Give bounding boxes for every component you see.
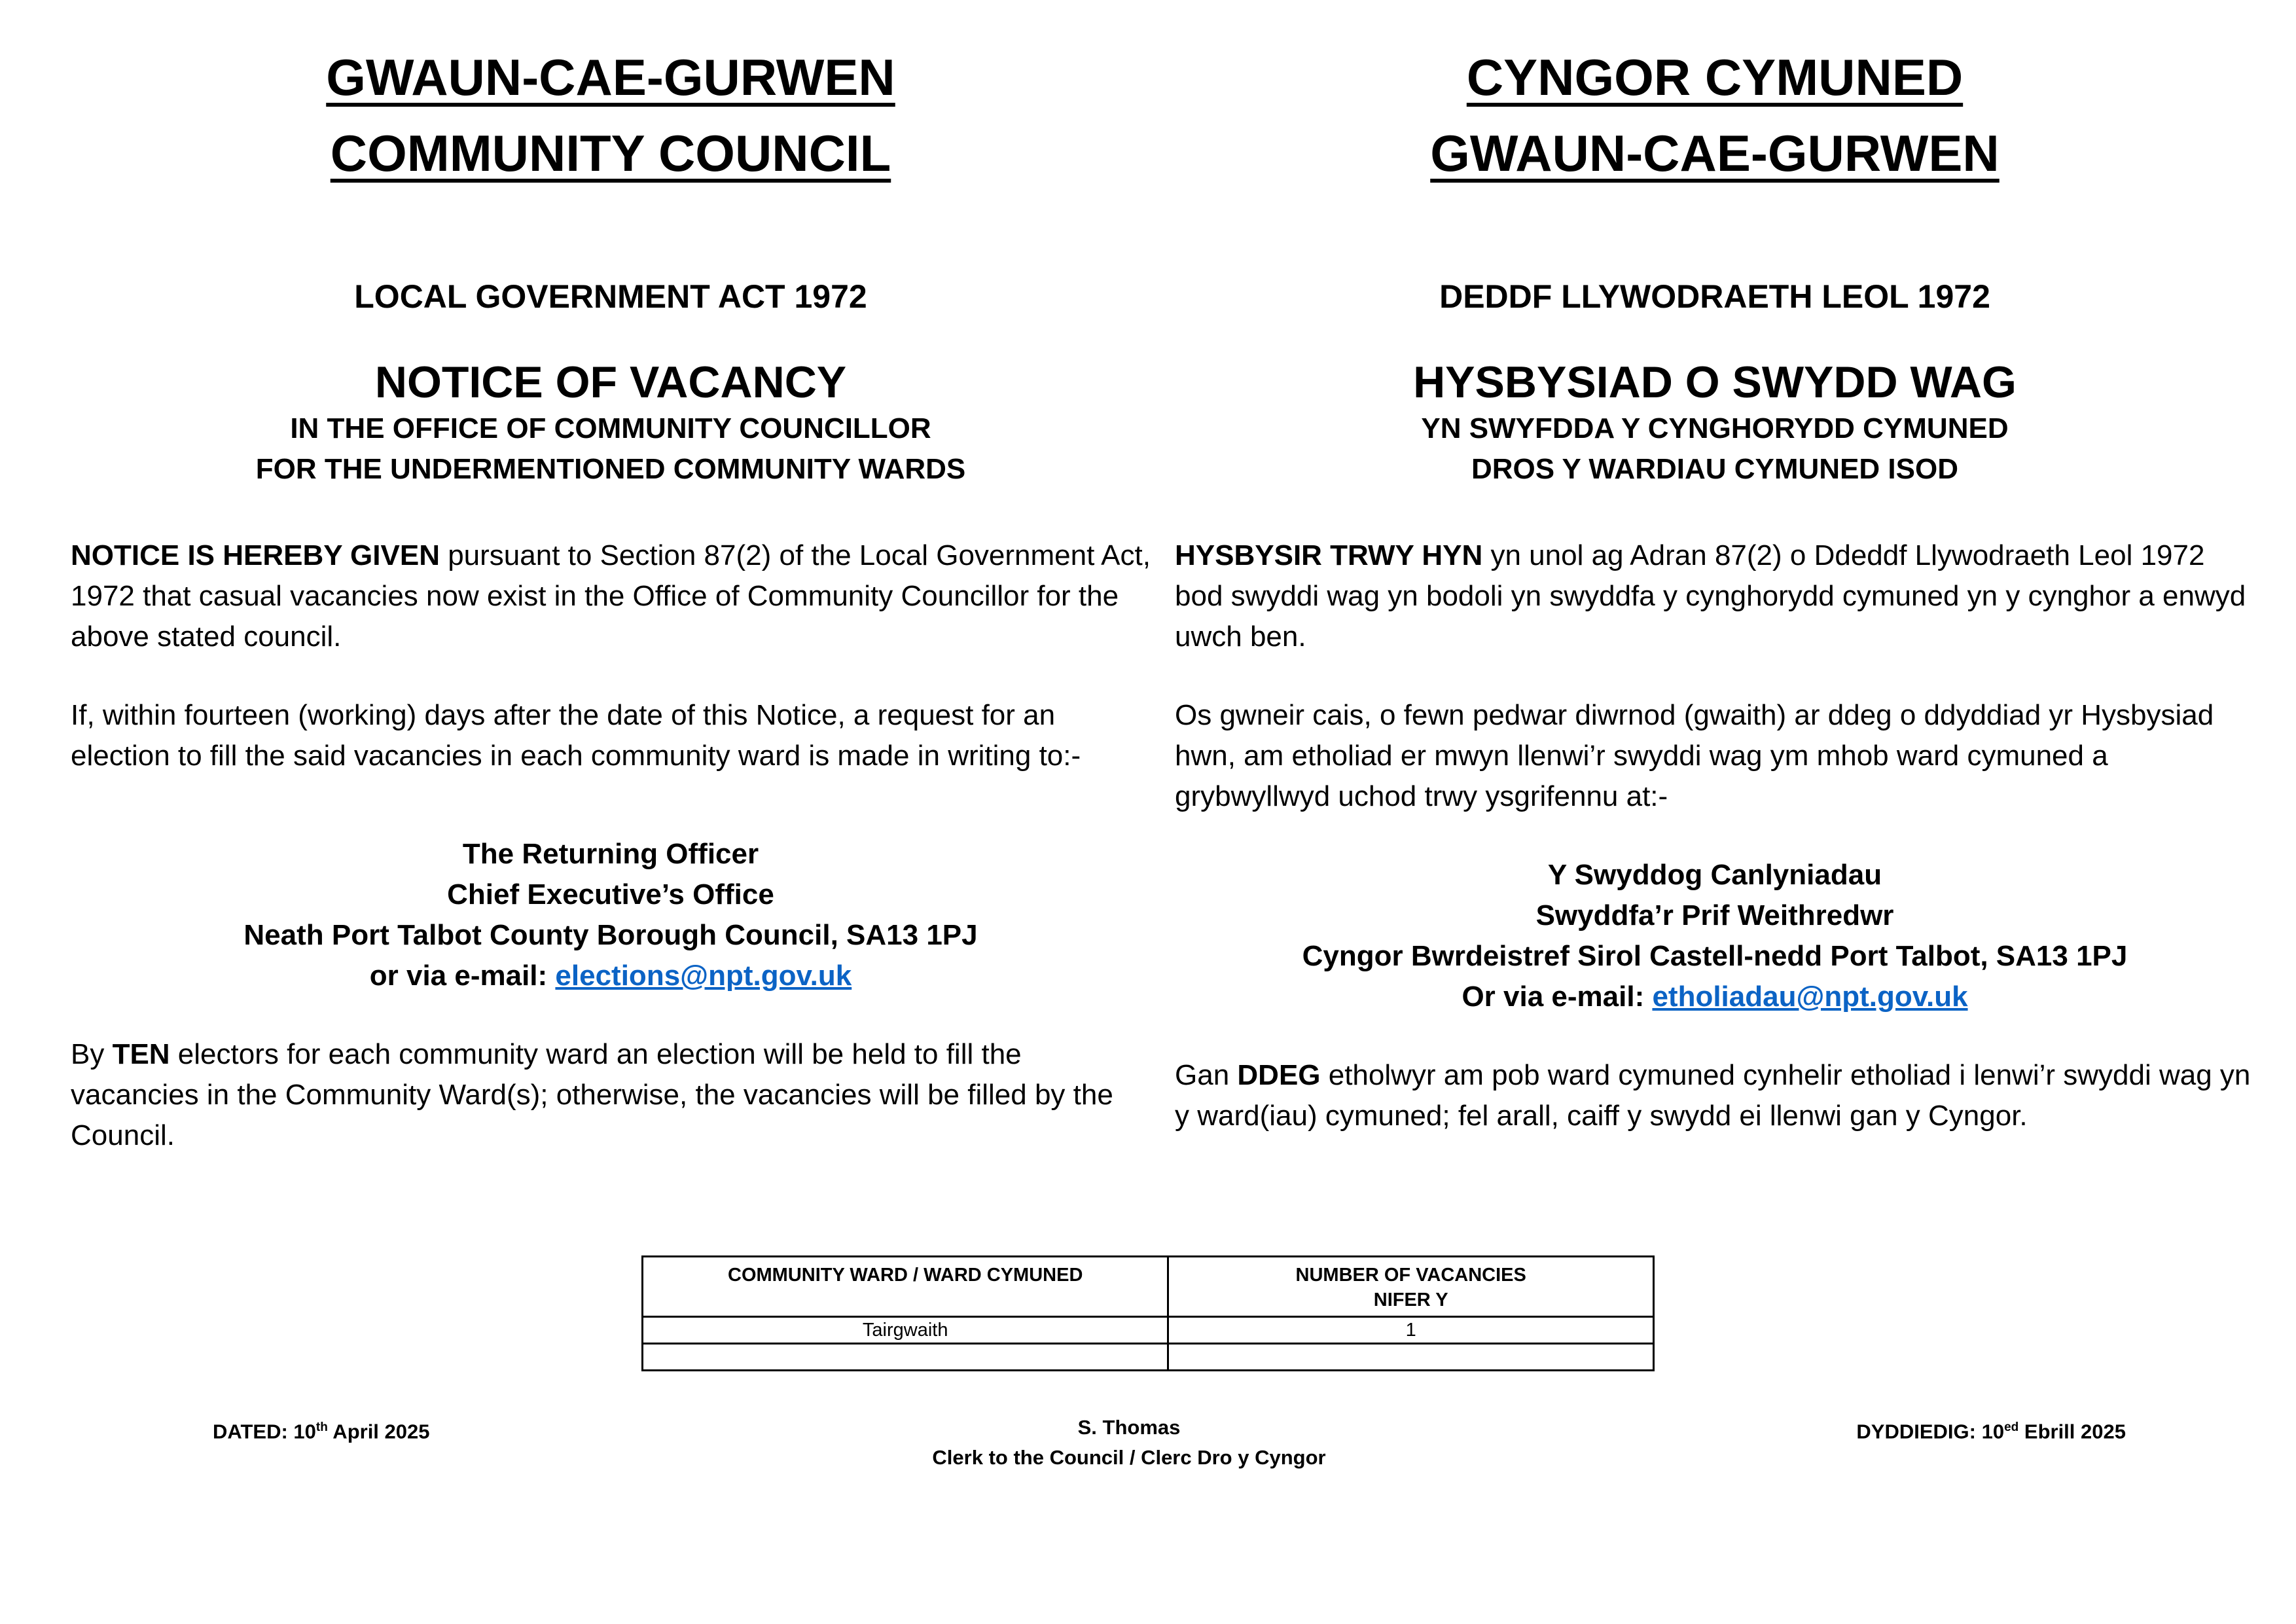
welsh-date xyxy=(1856,1413,2126,1447)
english-subtitle-line2: FOR THE UNDERMENTIONED COMMUNITY WARDS xyxy=(255,453,966,485)
english-email-prefix: or via e-mail: xyxy=(369,960,556,992)
english-address-line2: Chief Executive’s Office xyxy=(447,878,774,911)
welsh-paragraph-notice xyxy=(1175,535,2255,657)
welsh-electors-text: etholwyr am pob ward cymuned cynhelir etholiad i lenwi’r swyddi wag yn y ward(iau) cymuned; fel arall, caiff y swydd ei llenwi gan y Cyngor. xyxy=(1175,1059,2251,1132)
english-notice-bold: NOTICE IS HEREBY GIVEN xyxy=(71,539,440,571)
welsh-subtitle-line2: DROS Y WARDIAU CYMUNED ISOD xyxy=(1471,453,1958,485)
table-row xyxy=(643,1317,1654,1344)
welsh-email-prefix: Or via e-mail: xyxy=(1462,981,1653,1013)
english-title-line1: GWAUN-CAE-GURWEN xyxy=(326,48,895,106)
welsh-electors-start: Gan xyxy=(1175,1059,1238,1091)
welsh-email-link[interactable]: etholiadau@npt.gov.uk xyxy=(1652,981,1968,1013)
english-date-suffix: th xyxy=(315,1420,328,1434)
english-notice-title: NOTICE OF VACANCY xyxy=(374,357,847,407)
vacancies-cell xyxy=(1168,1344,1654,1371)
english-electors-text: electors for each community ward an election will be held to fill the vacancies in the Community Ward(s); otherwise, the vacancies will be filled by the Council. xyxy=(71,1038,1113,1151)
english-electors-bold: TEN xyxy=(112,1038,170,1070)
english-paragraph-electors xyxy=(71,1034,1151,1156)
welsh-electors-bold: DDEG xyxy=(1237,1059,1321,1091)
english-address-line3: Neath Port Talbot County Borough Council, SA13 1PJ xyxy=(243,919,978,951)
vacancies-cell: 1 xyxy=(1168,1317,1654,1344)
english-act-heading: LOCAL GOVERNMENT ACT 1972 xyxy=(354,278,867,315)
vacancies-table xyxy=(641,1255,1655,1371)
welsh-notice-title: HYSBYSIAD O SWYDD WAG xyxy=(1413,357,2017,407)
english-subtitle-line1: IN THE OFFICE OF COMMUNITY COUNCILLOR xyxy=(290,412,931,444)
english-title-line2: COMMUNITY COUNCIL xyxy=(330,124,891,182)
welsh-notice-text: yn unol ag Adran 87(2) o Ddeddf Llywodraeth Leol 1972 bod swyddi wag yn bodoli yn swyddfa y cynghorydd cymuned yn y cynghor a enwyd uwch ben. xyxy=(1175,539,2246,653)
english-address-line1: The Returning Officer xyxy=(462,838,759,870)
welsh-title-line2: GWAUN-CAE-GURWEN xyxy=(1430,124,2000,182)
english-notice-text: pursuant to Section 87(2) of the Local Government Act, 1972 that casual vacancies now exist in the Office of Community Councillor for the above stated council. xyxy=(71,539,1151,653)
welsh-paragraph-request: Os gwneir cais, o fewn pedwar diwrnod (gwaith) ar ddeg o ddyddiad yr Hysbysiad hwn, am etholiad er mwyn llenwi’r swyddi wag ym mhob ward cymuned a grybwyllwyd uchod trwy ysgrifennu at:- xyxy=(1175,699,2214,812)
english-paragraph-request: If, within fourteen (working) days after the date of this Notice, a request for an election to fill the said vacancies in each community ward is made in writing to:- xyxy=(71,699,1081,772)
welsh-title xyxy=(1175,39,2255,191)
english-column xyxy=(71,39,1151,1185)
welsh-subtitle-line1: YN SWYFDDA Y CYNGHORYDD CYMUNED xyxy=(1421,412,2009,444)
ward-cell xyxy=(643,1344,1168,1371)
header-vacancies-line2: NIFER Y xyxy=(1373,1290,1448,1310)
welsh-email-row xyxy=(1175,977,2255,1017)
welsh-date-rest: Ebrill 2025 xyxy=(2018,1420,2126,1443)
header-vacancies-line1: NUMBER OF VACANCIES xyxy=(1295,1265,1526,1286)
english-paragraph-notice xyxy=(71,535,1151,657)
welsh-paragraph-electors xyxy=(1175,1055,2255,1136)
english-date-rest: April 2025 xyxy=(327,1420,430,1443)
english-email-link[interactable]: elections@npt.gov.uk xyxy=(555,960,852,992)
ward-cell: Tairgwaith xyxy=(643,1317,1168,1344)
table-header-row xyxy=(643,1257,1654,1317)
english-date-label: DATED: 10 xyxy=(213,1420,316,1443)
english-electors-start: By xyxy=(71,1038,113,1070)
welsh-date-suffix: ed xyxy=(2004,1420,2019,1434)
welsh-address-line3: Cyngor Bwrdeistref Sirol Castell-nedd Port Talbot, SA13 1PJ xyxy=(1302,940,2128,972)
welsh-address-line2: Swyddfa’r Prif Weithredwr xyxy=(1535,899,1894,931)
welsh-notice-bold: HYSBYSIR TRWY HYN xyxy=(1175,539,1483,571)
header-number-of-vacancies xyxy=(1168,1257,1654,1317)
english-date xyxy=(213,1413,430,1447)
header-community-ward: COMMUNITY WARD / WARD CYMUNED xyxy=(643,1257,1168,1317)
welsh-address xyxy=(1175,855,2255,1017)
welsh-column xyxy=(1175,39,2255,1165)
welsh-title-line1: CYNGOR CYMUNED xyxy=(1466,48,1964,106)
english-email-row xyxy=(71,956,1151,996)
welsh-date-label: DYDDIEDIG: 10 xyxy=(1856,1420,2005,1443)
signatory-name: S. Thomas xyxy=(1077,1416,1181,1439)
signatory-role: Clerk to the Council / Clerc Dro y Cyngor xyxy=(932,1446,1326,1469)
english-address xyxy=(71,834,1151,996)
welsh-address-line1: Y Swyddog Canlyniadau xyxy=(1547,859,1882,891)
english-title xyxy=(71,39,1151,191)
table-row xyxy=(643,1344,1654,1371)
signature-block xyxy=(655,1413,1604,1473)
welsh-act-heading: DEDDF LLYWODRAETH LEOL 1972 xyxy=(1439,278,1990,315)
